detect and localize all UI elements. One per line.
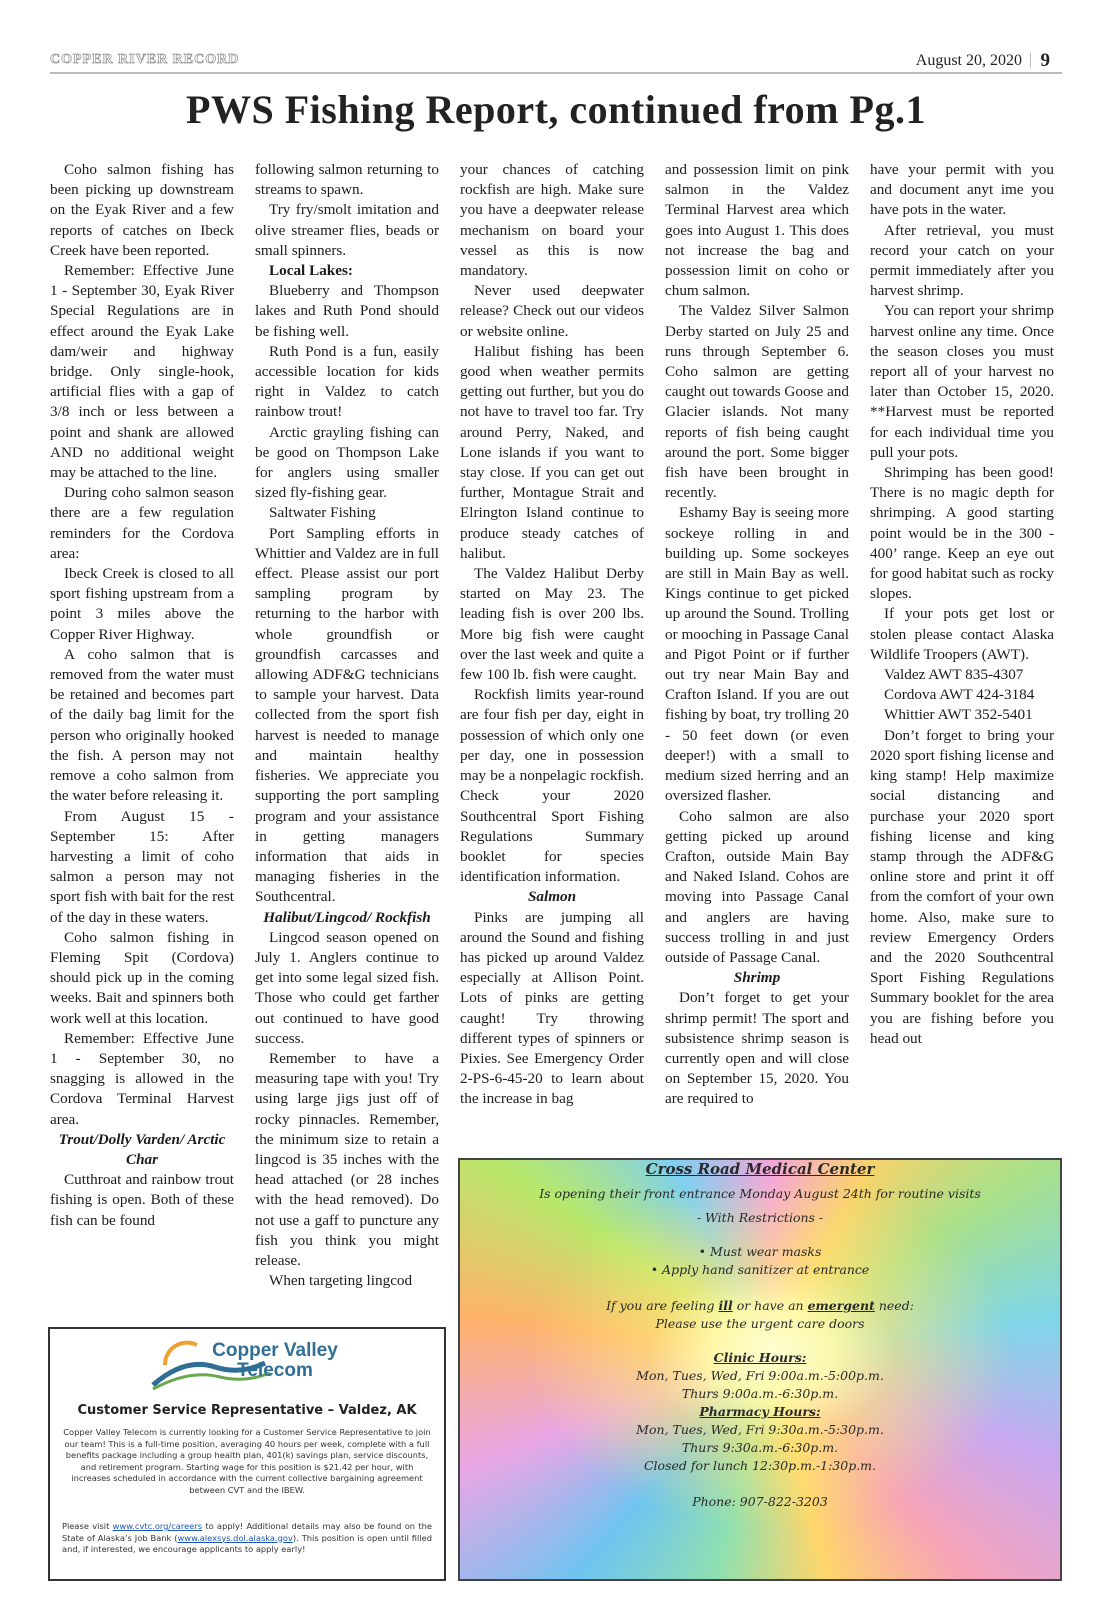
article-paragraph: Pinks are jumping all around the Sound and fishing has picked up around Valdez especially at Allison Point. Lots of pinks are getting caught! Try throwing different types of spinners or Pixies. See Emergency Order 2-PS-6-45-20 to learn about the increase in bag [460,908,644,1108]
medical-center-ad [458,1158,1062,1581]
medical-ad-urgent-doors: Please use the urgent care doors [655,1316,865,1331]
cvt-visit-post: ). This position is open until filled and, if interested, we encourage applicants to apply early! [62,1532,433,1554]
medical-ad-urgent-line: If you are feeling ill or have an emergent need: [606,1298,914,1313]
article-paragraph: Don’t forget to bring your 2020 sport fishing license and king stamp! Help maximize social distancing and purchase your 2020 sport fishing license and king stamp through the ADF&G online store and print it off from the comfort of your own home. Also, make sure to review Emergency Orders and the 2020 Southcentral Sport Fishing Regulations Summary booklet for the area you are fishing before you head out [870,726,1054,1047]
article-paragraph: Remember: Effective June 1 - September 30, no snagging is allowed in the Cordova Terminal Harvest area. [50,1029,234,1128]
medical-ad-phone: Phone: 907-822-3203 [692,1494,828,1509]
cvt-visit-mid: to apply! Additional details may also be found on the State of Alaska’s Job Bank ( [62,1521,433,1543]
section-subheading: Trout/Dolly Varden/ Arctic Char [58,1130,226,1168]
cvt-logo-text [200,1341,350,1381]
article-column-3 [460,160,644,1110]
article-paragraph: following salmon returning to streams to spawn. [255,161,439,199]
article-paragraph: Port Sampling efforts in Whittier and Valdez are in full effect. Please assist our port sampling program by returning to the harbor with whole groundfish or groundfish carcasses and allowing ADF&G technicians to sample your harvest. Data collected from the sport fish harvest is needed to manage and maintain healthy fisheries. We appreciate you supporting the port sampling program and your assistance in getting managers information that aids in managing fisheries in the Southcentral. [255,524,440,906]
article-paragraph: Coho salmon are also getting picked up around Crafton, outside Main Bay and Naked Island. Cohos are moving into Passage Canal and anglers are having success trolling in and just outside of Passage Canal. [665,807,849,966]
article-column-5 [870,160,1054,1049]
article-paragraph: A coho salmon that is removed from the water must be retained and becomes part of the daily bag limit for the person who originally hooked the fish. A person may not remove a coho salmon from the water before releasing it. [50,645,234,805]
issue-date: August 20, 2020 [915,52,1022,69]
section-subheading: Shrimp [733,969,781,987]
masthead [50,50,1062,74]
cvt-job-title: Customer Service Representative – Valdez, AK [77,1403,417,1418]
article-paragraph: Cutthroat and rainbow trout fishing is open. Both of these fish can be found [50,1171,234,1229]
article-paragraph: Ruth Pond is a fun, easily accessible location for kids right in Valdez to catch rainbow trout! [255,342,439,421]
article-paragraph: Coho salmon fishing in Fleming Spit (Cordova) should pick up in the coming weeks. Bait and spinners both work well at this location. [50,928,234,1027]
article-paragraph: Never used deepwater release? Check out our videos or website online. [460,282,644,340]
clinic-hours-weekdays: Mon, Tues, Wed, Fri 9:00a.m.-5:00p.m. [636,1368,884,1383]
medical-ad-bullet-masks: • Must wear masks [698,1244,822,1259]
article-paragraph: Lingcod season opened on July 1. Anglers continue to get into some legal sized fish. Those who could get farther out continued to have good success. [255,928,439,1047]
section-subheading: Salmon [527,888,577,906]
article-paragraph: The Valdez Silver Salmon Derby started on July 25 and runs through September 6. Coho salmon are getting caught out towards Goose and Glacier islands. Not many reports of fish being caught around the port. Some bigger fish have been brought in recently. [665,302,849,502]
jobbank-link[interactable]: www.alexsys.dol.alaska.gov [177,1532,293,1543]
article-paragraph: Saltwater Fishing [269,504,376,522]
cvt-logo-line1: Copper Valley [212,1340,338,1361]
article-paragraph: Arctic grayling fishing can be good on Thompson Lake for anglers using smaller sized fly-fishing gear. [255,423,439,502]
article-paragraph: Don’t forget to get your shrimp permit! The sport and subsistence shrimp season is currently open and will close on September 15, 2020. You are required to [665,989,849,1108]
cvt-apply-text [62,1521,432,1556]
article-paragraph: Coho salmon fishing has been picking up downstream on the Eyak River and a few reports of catches on Ibeck Creek have been reported. [50,161,234,259]
article-paragraph: If your pots get lost or stolen please contact Alaska Wildlife Troopers (AWT). [870,605,1054,663]
article-column-1 [50,160,234,1231]
medical-ad-opening: Is opening their front entrance Monday August 24th for routine visits [539,1186,981,1201]
article-paragraph: Remember to have a measuring tape with you! Try using large jigs just off of rocky pinnacles. Remember, the minimum size to retain a lingcod is 35 inches with the head attached (or 28 inches with the head removed). Do not use a gaff to puncture any fish you think you might release. [255,1049,439,1269]
article-paragraph: Rockfish limits year-round are four fish per day, eight in possession of which only one per day, one in possession may be a nonpelagic rockfish. Check your 2020 Southcentral Sport Fishing Regulations Summary booklet for species identification information. [460,686,644,886]
article-paragraph: Blueberry and Thompson lakes and Ruth Pond should be fishing well. [255,282,439,340]
pharmacy-lunch-closure: Closed for lunch 12:30p.m.-1:30p.m. [643,1458,877,1473]
awt-contact-line: Cordova AWT 424-3184 [884,686,1035,704]
cvt-logo-line2: Telecom [237,1360,313,1381]
medical-ad-bullet-sanitizer: • Apply hand sanitizer at entrance [650,1262,870,1277]
cvt-job-description: Copper Valley Telecom is currently looking for a Customer Service Representative to join our team! This is a full-time position, averaging 40 hours per week, complete with a full benefits package including a group health plan, 401(k) savings plan, service discounts, and retirement program. Starting wage for this position is $21.42 per hour, with increases scheduled in accordance with the current collective bargaining agreement between CVT and the IBEW. [63,1427,431,1495]
pharmacy-hours-label: Pharmacy Hours: [699,1404,821,1419]
article-paragraph: and possession limit on pink salmon in the Valdez Terminal Harvest area which goes into August 1. This does not increase the bag and possession limit on coho or chum salmon. [665,161,849,300]
article-paragraph: After retrieval, you must record your catch on your permit immediately after you harvest shrimp. [870,221,1054,300]
article-paragraph: The Valdez Halibut Derby started on May 23. The leading fish is over 200 lbs. More big fish were caught over the last week and quite a few 100 lb. fish were caught. [460,565,644,684]
article-paragraph: Remember: Effective June 1 - September 30, Eyak River Special Regulations are in effect around the Eyak Lake dam/weir and highway bridge. Only single-hook, artificial flies with a gap of 3/8 inch or less between a point and shank are allowed AND no additional weight may be attached to the line. [50,262,234,482]
article-paragraph: When targeting lingcod [269,1272,413,1290]
page-number: 9 [1040,50,1050,71]
clinic-hours-label: Clinic Hours: [713,1350,807,1365]
medical-ad-title: Cross Road Medical Center [645,1160,875,1178]
pharmacy-hours-thursday: Thurs 9:30a.m.-6:30p.m. [681,1440,839,1455]
cvt-job-ad [48,1327,446,1581]
article-column-4 [665,160,849,1110]
medical-ad-restrictions: - With Restrictions - [696,1210,824,1225]
cvt-visit-pre: Please visit [62,1521,113,1531]
clinic-hours-thursday: Thurs 9:00a.m.-6:30p.m. [681,1386,839,1401]
section-subheading: Local Lakes: [269,262,353,280]
section-subheading: Halibut/Lingcod/ Rockfish [263,908,431,926]
awt-contact-line: Valdez AWT 835-4307 [884,666,1024,684]
article-paragraph: Ibeck Creek is closed to all sport fishing upstream from a point 3 miles above the Copper River Highway. [50,565,234,643]
article-paragraph: Try fry/smolt imitation and olive streamer flies, beads or small spinners. [255,201,439,259]
article-paragraph: your chances of catching rockfish are high. Make sure you have a deepwater release mechanism on board your vessel as this is now mandatory. [460,161,644,280]
paper-name: COPPER RIVER RECORD [50,52,240,67]
pharmacy-hours-weekdays: Mon, Tues, Wed, Fri 9:30a.m.-5:30p.m. [636,1422,884,1437]
article-paragraph: Shrimping has been good! There is no magic depth for shrimping. A good starting point would be in the 300 - 400’ range. Keep an eye out for good habitat such as rocky slopes. [870,464,1054,603]
article-paragraph: Eshamy Bay is seeing more sockeye rolling in and building up. Some sockeyes are still in Main Bay as well. Kings continue to get picked up around the Sound. Trolling or mooching in Passage Canal and Pigot Point or if further out try near Main Bay and Crafton Island. If you are out fishing by boat, try trolling 20 - 50 feet down (or even deeper!) with a small to medium sized herring and an oversized flasher. [665,504,849,805]
cvt-careers-link[interactable]: www.cvtc.org/careers [112,1521,203,1531]
article-paragraph: You can report your shrimp harvest online any time. Once the season closes you must report all of your harvest no later than October 15, 2020. **Harvest must be reported for each individual time you pull your pots. [870,302,1054,461]
article-column-2 [255,160,439,1291]
article-paragraph: have your permit with you and document anyt ime you have pots in the water. [870,161,1054,219]
article-paragraph: Halibut fishing has been good when weather permits getting out further, but you do not have to travel too far. Try around Perry, Naked, and Lone islands if you want to stay close. If you can get out further, Montague Strait and Elrington Island continue to produce steady catches of halibut. [460,342,644,562]
article-paragraph: During coho salmon season there are a few regulation reminders for the Cordova area: [50,484,234,562]
headline: PWS Fishing Report, continued from Pg.1 [186,87,926,132]
awt-contact-line: Whittier AWT 352-5401 [884,706,1033,724]
article-paragraph: From August 15 - September 15: After harvesting a limit of coho salmon a person may not sport fish with bait for the rest of the day in these waters. [50,807,234,926]
masthead-separator: | [1028,51,1032,68]
